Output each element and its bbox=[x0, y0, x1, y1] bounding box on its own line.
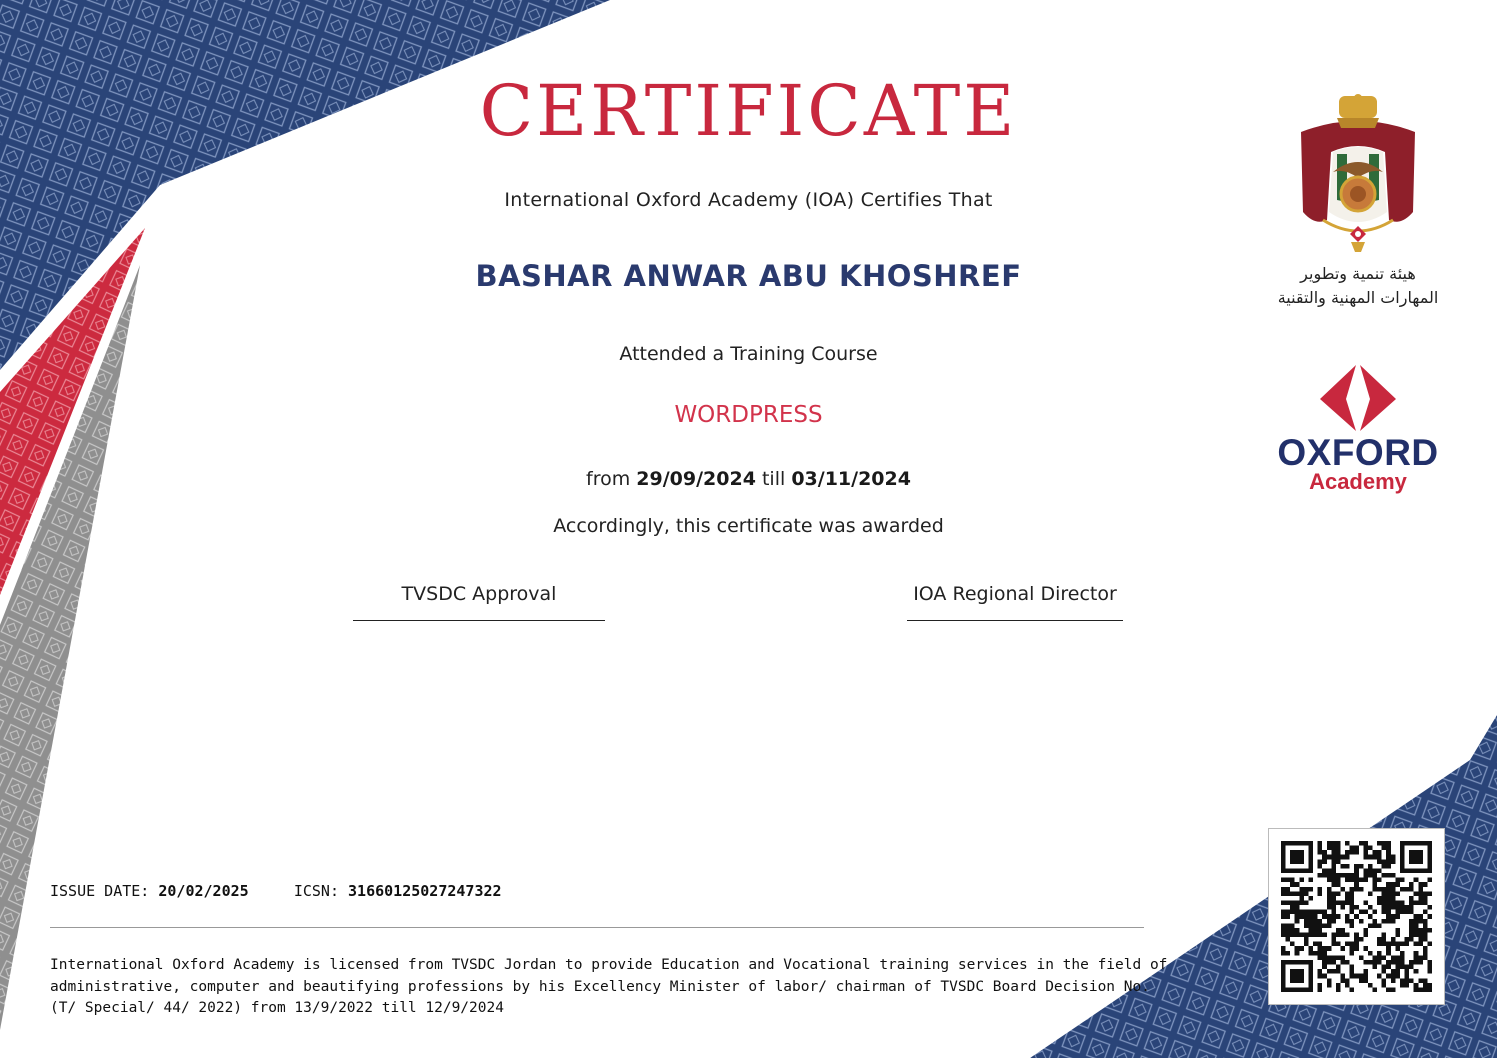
qr-finder-pattern bbox=[1281, 841, 1313, 873]
till-date: 03/11/2024 bbox=[791, 468, 911, 490]
icsn-number: 31660125027247322 bbox=[348, 882, 502, 900]
signature-tvsdc-label: TVSDC Approval bbox=[401, 583, 557, 605]
icsn-label: ICSN: bbox=[293, 882, 339, 900]
issue-date-label: ISSUE DATE: bbox=[50, 882, 150, 900]
signature-line bbox=[907, 620, 1123, 621]
signature-line bbox=[353, 620, 605, 621]
academy-wordmark: Academy bbox=[1309, 469, 1407, 494]
footer-divider bbox=[50, 927, 1144, 928]
license-text: International Oxford Academy is licensed from TVSDC Jordan to provide Education and Vocational training services in the field of administrative, computer and beautifying professions by his Excellency Minister of labor/ chairman of TVSDC Board Decision No. (T/ Special/ 44/ 2022) from 13/9/2022 till 12/9/2024 bbox=[50, 957, 1168, 1016]
certifies-line: International Oxford Academy (IOA) Certifies That bbox=[504, 189, 993, 211]
certificate-title: CERTIFICATE bbox=[479, 70, 1018, 152]
authority-line-2: المهارات المهنية والتقنية bbox=[1277, 288, 1439, 307]
issue-info bbox=[50, 882, 502, 900]
from-date: 29/09/2024 bbox=[636, 468, 756, 490]
signature-tvsdc bbox=[353, 583, 605, 621]
coat-of-arms-icon bbox=[1293, 92, 1423, 260]
recipient-name: BASHAR ANWAR ABU KHOSHREF bbox=[475, 259, 1022, 293]
tvsdc-authority-name bbox=[1260, 262, 1456, 310]
attended-line: Attended a Training Course bbox=[619, 343, 878, 365]
course-name: WORDPRESS bbox=[674, 402, 823, 428]
qr-finder-pattern bbox=[1281, 960, 1313, 992]
oxford-academy-mark-icon bbox=[1318, 363, 1398, 433]
authority-line-1: هيئة تنمية وتطوير bbox=[1300, 264, 1416, 283]
oxford-wordmark: OXFORD bbox=[1277, 432, 1439, 473]
qr-finder-pattern bbox=[1400, 841, 1432, 873]
signature-director bbox=[907, 583, 1123, 621]
awarded-line: Accordingly, this certificate was awarded bbox=[553, 515, 944, 537]
signature-director-label: IOA Regional Director bbox=[913, 583, 1117, 605]
qr-code-frame[interactable] bbox=[1268, 828, 1445, 1005]
qr-code-icon[interactable] bbox=[1281, 841, 1432, 992]
from-label: from bbox=[586, 468, 631, 490]
issue-date: 20/02/2025 bbox=[158, 882, 249, 900]
till-label: till bbox=[761, 468, 786, 490]
